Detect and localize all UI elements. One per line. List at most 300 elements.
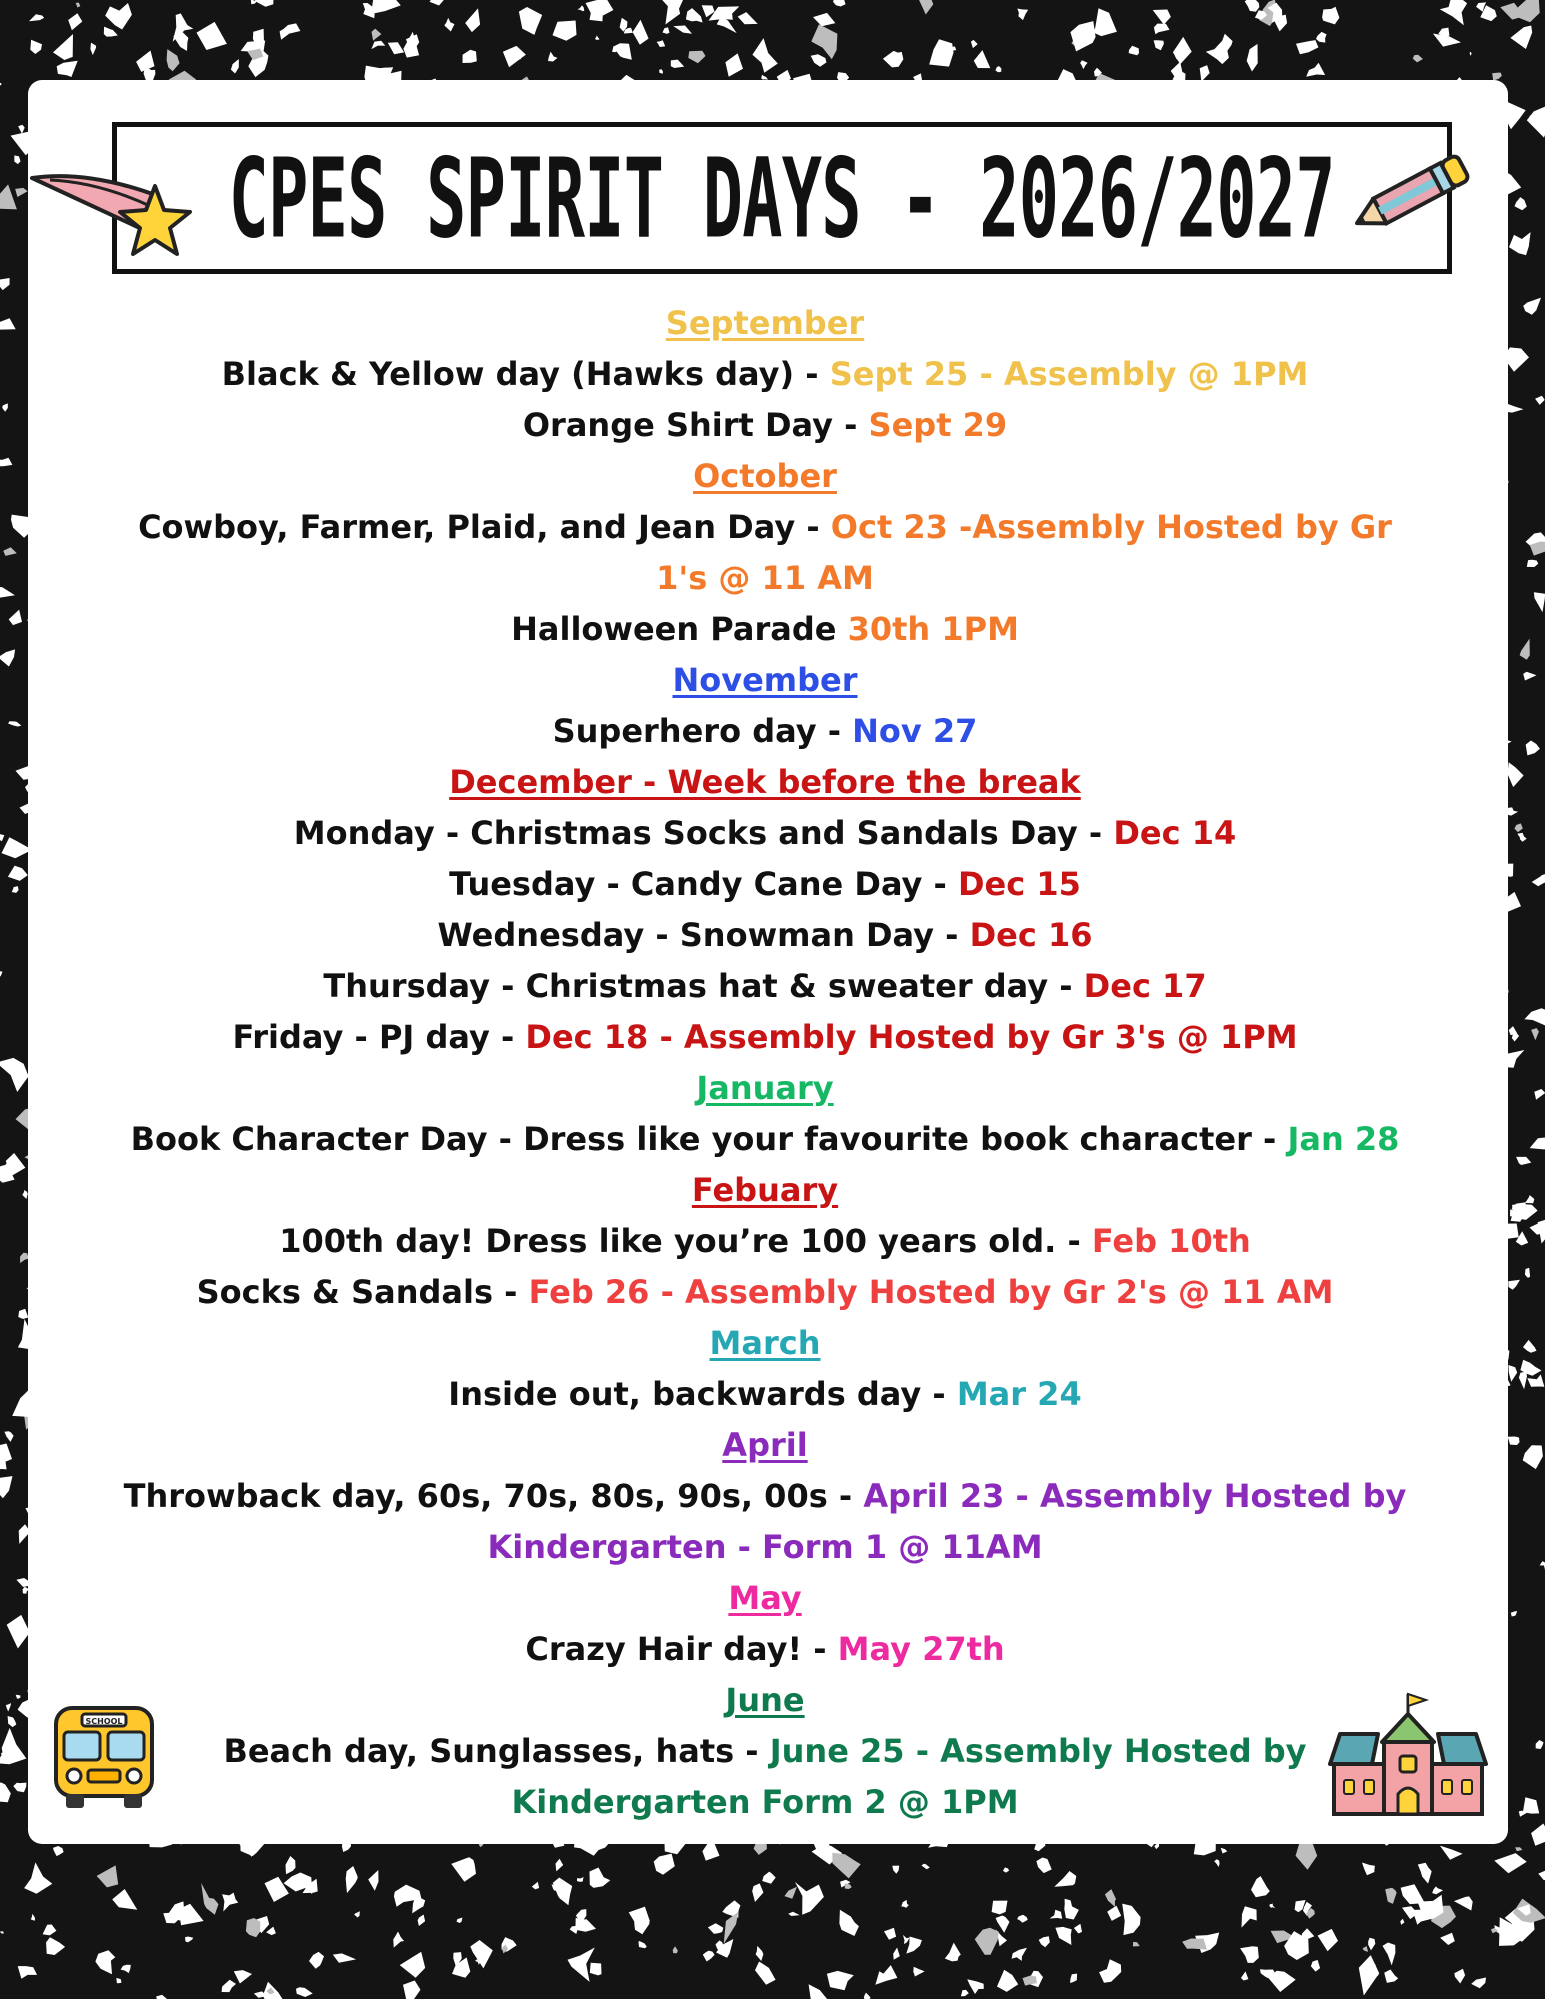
marble-fleck [755,1962,776,1985]
marble-fleck [577,5,584,11]
event-date: Dec 14 [1113,814,1237,852]
marble-fleck [671,60,684,68]
event-line [60,1471,1470,1573]
marble-fleck [1154,40,1164,50]
marble-fleck [0,278,10,290]
event-date: Feb 26 - Assembly Hosted by Gr 2's @ 11 AM [528,1273,1334,1311]
marble-fleck [1050,1910,1063,1919]
marble-fleck [1240,1946,1259,1963]
marble-fleck [788,1912,800,1916]
marble-fleck [673,26,692,34]
marble-fleck [893,1948,900,1960]
marble-fleck [1296,1842,1318,1870]
marble-fleck [372,29,382,41]
marble-fleck [286,1856,296,1874]
marble-fleck [197,22,227,50]
event-text: Cowboy, Farmer, Plaid, and Jean Day - [138,508,831,546]
marble-fleck [673,1946,678,1953]
marble-fleck [577,1877,584,1882]
marble-fleck [1525,1268,1530,1278]
event-date: May 27th [837,1630,1005,1668]
marble-fleck [1527,105,1545,138]
spirit-days-list [60,298,1470,1828]
event-date: Mar 24 [956,1375,1082,1413]
event-date: Feb 10th [1091,1222,1251,1260]
marble-fleck [1400,1919,1404,1925]
month-heading-march [60,1318,1470,1369]
marble-fleck [913,1967,924,1977]
marble-fleck [1055,1927,1071,1945]
marble-fleck [548,52,558,62]
marble-fleck [1306,63,1325,77]
marble-fleck [470,1940,493,1968]
marble-fleck [708,1923,723,1934]
marble-fleck [8,866,28,881]
event-line [60,910,1470,961]
marble-fleck [761,75,768,80]
marble-fleck [112,1889,137,1910]
event-date: Nov 27 [852,712,978,750]
marble-fleck [1418,1863,1432,1884]
marble-fleck [1509,232,1531,255]
marble-fleck [57,61,78,77]
marble-fleck [231,59,239,74]
marble-fleck [688,51,705,64]
marble-fleck [1245,0,1260,12]
marble-fleck [1519,1372,1527,1390]
event-text: Book Character Day - Dress like your favourite book character - [130,1120,1288,1158]
marble-fleck [995,66,1001,72]
event-text: Wednesday - Snowman Day - [437,916,970,954]
event-text: Socks & Sandals - [196,1273,529,1311]
marble-fleck [22,1190,28,1199]
event-text: Halloween Parade [511,610,848,648]
marble-fleck [1154,24,1170,35]
marble-fleck [1311,1960,1320,1972]
event-line [60,961,1470,1012]
marble-fleck [1525,1195,1534,1203]
marble-fleck [371,0,401,14]
event-line [60,502,1470,604]
marble-fleck [1512,1034,1519,1042]
marble-fleck [1454,1969,1465,1984]
event-line [60,808,1470,859]
event-line [60,1726,1470,1828]
marble-fleck [53,34,73,60]
marble-fleck [2,403,8,411]
marble-fleck [1153,10,1171,25]
marble-fleck [833,0,845,7]
month-heading-february [60,1165,1470,1216]
marble-fleck [519,7,542,35]
marble-fleck [1269,1904,1275,1909]
marble-fleck [553,1878,572,1906]
marble-fleck [1133,1942,1140,1947]
event-date: June 25 - Assembly Hosted by Kindergarten Form 2 @ 1PM [511,1732,1307,1821]
marble-fleck [738,12,758,24]
marble-fleck [463,50,477,63]
marble-fleck [1242,1906,1257,1927]
month-label: March [709,1324,821,1362]
marble-fleck [7,1615,30,1649]
marble-fleck [46,1937,65,1955]
marble-fleck [1454,1896,1473,1910]
marble-fleck [105,3,132,30]
marble-fleck [595,35,600,40]
marble-fleck [1494,1853,1526,1873]
marble-fleck [1508,1280,1520,1290]
marble-fleck [222,1894,238,1911]
marble-fleck [234,1970,252,1983]
marble-fleck [4,1431,13,1442]
marble-fleck [1054,1871,1076,1887]
event-text: Inside out, backwards day - [448,1375,957,1413]
marble-fleck [809,1984,828,1999]
marble-fleck [1322,7,1339,25]
marble-fleck [659,69,663,74]
marble-fleck [1515,197,1527,210]
month-heading-september [60,298,1470,349]
marble-fleck [967,1979,984,1994]
marble-fleck [762,1872,776,1884]
marble-fleck [556,1859,564,1872]
marble-fleck [9,610,22,626]
event-text: Orange Shirt Day - [522,406,869,444]
marble-fleck [465,8,480,32]
marble-fleck [18,1966,37,1979]
marble-fleck [346,1866,358,1893]
event-date: Dec 17 [1083,967,1207,1005]
marble-fleck [901,1900,909,1908]
marble-fleck [784,1887,797,1899]
marble-fleck [892,1866,899,1874]
marble-fleck [475,1959,481,1965]
marble-fleck [1509,1026,1518,1035]
month-heading-may [60,1573,1470,1624]
month-label: December - Week before the break [449,763,1081,801]
marble-fleck [0,649,15,666]
month-label: October [693,457,837,495]
marble-fleck [388,42,404,54]
marble-fleck [1105,1889,1116,1907]
marble-fleck [15,188,27,197]
month-heading-december [60,757,1470,808]
marble-fleck [997,1970,1018,1992]
marble-fleck [0,1476,13,1498]
marble-fleck [1003,1867,1009,1872]
marble-fleck [1368,1938,1375,1951]
event-text: 100th day! Dress like you’re 100 years old. - [279,1222,1092,1260]
marble-fleck [185,1937,193,1943]
marble-fleck [1017,1915,1028,1923]
marble-fleck [1363,1946,1369,1952]
marble-fleck [400,1952,426,1978]
marble-fleck [6,1703,11,1712]
marble-fleck [371,41,385,49]
event-line [60,349,1470,400]
event-text: Beach day, Sunglasses, hats - [223,1732,770,1770]
marble-fleck [1385,1888,1396,1904]
marble-fleck [201,1883,218,1915]
marble-fleck [68,13,82,30]
marble-fleck [1182,1939,1207,1950]
marble-fleck [845,1883,852,1889]
marble-fleck [1384,1970,1398,1983]
marble-fleck [1527,1374,1544,1386]
title-banner [112,122,1452,274]
event-date: 30th 1PM [847,610,1019,648]
event-text: Tuesday - Candy Cane Day - [449,865,958,903]
marble-fleck [451,1857,476,1882]
marble-fleck [1532,872,1545,886]
marble-fleck [254,0,273,7]
marble-fleck [1471,1978,1486,1989]
marble-fleck [724,1912,739,1944]
marble-fleck [167,49,180,71]
marble-fleck [1296,40,1318,54]
month-label: November [672,661,858,699]
marble-fleck [703,1951,715,1962]
event-date: Oct 23 -Assembly Hosted by Gr 1's @ 11 AM [656,508,1392,597]
marble-fleck [43,1925,57,1936]
marble-fleck [53,1846,64,1856]
marble-fleck [156,1995,169,1999]
month-heading-april [60,1420,1470,1471]
marble-fleck [8,721,21,726]
marble-fleck [0,1782,11,1802]
marble-fleck [586,0,614,20]
pencil-icon [1340,150,1480,240]
marble-fleck [503,46,526,67]
marble-fleck [1517,833,1526,842]
marble-fleck [121,1965,131,1973]
marble-fleck [457,1918,463,1924]
marble-fleck [1362,1863,1375,1876]
marble-fleck [1470,52,1472,56]
marble-fleck [1515,1847,1522,1851]
marble-fleck [883,51,904,68]
marble-fleck [875,1965,897,1985]
marble-fleck [918,0,933,14]
marble-fleck [333,1953,356,1962]
marble-fleck [90,43,96,56]
event-text: Superhero day - [552,712,853,750]
marble-fleck [1538,1869,1545,1880]
marble-fleck [1129,46,1139,56]
marble-fleck [1440,1933,1455,1945]
marble-fleck [296,1987,313,1997]
marble-fleck [839,1910,859,1936]
event-text: Thursday - Christmas hat & sweater day - [323,967,1084,1005]
marble-fleck [0,834,4,841]
marble-fleck [1523,1340,1537,1353]
marble-fleck [280,23,301,39]
month-heading-october [60,451,1470,502]
marble-fleck [0,458,12,467]
event-line [60,1012,1470,1063]
marble-fleck [1530,1222,1545,1235]
marble-fleck [725,53,743,76]
marble-fleck [418,1915,426,1927]
marble-fleck [1514,823,1522,832]
event-date: Dec 16 [969,916,1093,954]
marble-fleck [1534,592,1545,612]
marble-fleck [116,1978,121,1983]
marble-fleck [1508,1365,1517,1382]
marble-fleck [1241,1971,1249,1980]
marble-fleck [1531,1824,1545,1846]
event-line [60,1624,1470,1675]
marble-fleck [1512,0,1539,22]
marble-fleck [811,24,837,59]
marble-fleck [1122,1904,1140,1936]
marble-fleck [1401,1884,1425,1904]
marble-fleck [553,21,577,41]
marble-fleck [1383,1943,1396,1966]
marble-fleck [1206,46,1229,65]
shooting-star-icon [28,160,198,270]
event-line [60,1216,1470,1267]
month-label: January [696,1069,834,1107]
marble-fleck [1523,672,1536,681]
marble-fleck [1070,1974,1077,1983]
marble-fleck [1535,396,1545,405]
event-text: Monday - Christmas Socks and Sandals Day - [293,814,1114,852]
marble-fleck [992,1901,1008,1915]
marble-fleck [1534,1089,1545,1100]
marble-fleck [1070,21,1095,51]
marble-fleck [1017,9,1028,21]
marble-fleck [1510,26,1532,50]
marble-fleck [961,1990,969,1996]
month-heading-january [60,1063,1470,1114]
month-heading-june [60,1675,1470,1726]
marble-fleck [97,1865,119,1887]
event-text: Throwback day, 60s, 70s, 80s, 90s, 00s - [123,1477,864,1515]
marble-fleck [0,83,2,86]
marble-fleck [532,1882,539,1890]
event-text: Black & Yellow day (Hawks day) - [221,355,830,393]
marble-fleck [1251,1876,1270,1897]
marble-fleck [0,1058,29,1092]
marble-fleck [24,1862,52,1893]
marble-fleck [590,1868,611,1888]
marble-fleck [31,1914,35,1921]
marble-fleck [663,27,670,34]
marble-fleck [756,1946,764,1961]
marble-fleck [18,1309,28,1319]
marble-fleck [975,1928,999,1955]
event-date: Dec 15 [957,865,1081,903]
marble-fleck [1036,1858,1051,1874]
marble-fleck [1093,8,1117,36]
marble-fleck [657,40,666,47]
marble-fleck [1080,60,1088,69]
marble-fleck [1523,1797,1539,1813]
marble-fleck [1173,37,1192,64]
marble-fleck [1440,0,1467,25]
marble-fleck [368,1870,378,1891]
marble-fleck [30,40,42,54]
marble-fleck [246,1918,260,1937]
event-date: Jan 28 [1287,1120,1400,1158]
event-line [60,1267,1470,1318]
marble-fleck [1012,1948,1027,1961]
marble-fleck [16,1695,21,1699]
marble-fleck [1540,1561,1545,1570]
event-date: Sept 29 [868,406,1008,444]
marble-fleck [265,1877,289,1902]
marble-fleck [1511,1611,1517,1617]
marble-fleck [0,1931,4,1934]
marble-fleck [639,1941,647,1948]
page-title: CPES SPIRIT DAYS - 2026/2027 [228,133,1336,263]
marble-fleck [222,1980,236,1992]
marble-fleck [0,586,15,598]
marble-fleck [403,1981,421,1999]
marble-fleck [686,8,703,22]
month-label: April [722,1426,808,1464]
marble-fleck [1523,298,1541,315]
marble-fleck [1107,1906,1121,1921]
event-line [60,1114,1470,1165]
marble-fleck [1536,1740,1544,1749]
marble-fleck [1527,560,1539,567]
month-label: June [725,1681,805,1719]
marble-fleck [1247,44,1258,72]
event-line [60,706,1470,757]
marble-fleck [266,1927,276,1936]
event-date: April 23 - Assembly Hosted by Kindergarten - Form 1 @ 11AM [487,1477,1407,1566]
marble-fleck [444,18,454,32]
marble-fleck [903,1935,910,1944]
marble-fleck [1221,1848,1228,1854]
marble-fleck [76,3,81,8]
marble-fleck [95,1950,115,1974]
marble-fleck [864,1993,871,1999]
marble-fleck [996,1916,1010,1933]
marble-fleck [14,155,20,164]
marble-fleck [811,54,827,66]
marble-fleck [309,1952,324,1969]
marble-fleck [813,13,835,26]
marble-fleck [0,971,3,977]
marble-fleck [8,1716,17,1727]
month-label: May [728,1579,802,1617]
marble-fleck [929,39,953,66]
marble-fleck [884,1928,896,1940]
marble-fleck [660,0,684,25]
marble-fleck [430,0,450,6]
marble-fleck [104,27,118,37]
event-line [60,1369,1470,1420]
marble-fleck [1530,1137,1545,1149]
marble-fleck [1316,32,1327,43]
marble-fleck [393,1932,404,1948]
marble-fleck [795,1882,824,1915]
month-label: Febuary [691,1171,839,1209]
marble-fleck [1099,1959,1121,1983]
marble-fleck [1508,762,1524,787]
marble-fleck [12,886,19,893]
marble-fleck [971,40,978,48]
marble-fleck [18,125,25,134]
marble-fleck [29,14,44,21]
marble-fleck [0,318,16,329]
marble-fleck [1523,1445,1543,1469]
month-label: September [665,304,865,342]
marble-fleck [832,1853,860,1879]
